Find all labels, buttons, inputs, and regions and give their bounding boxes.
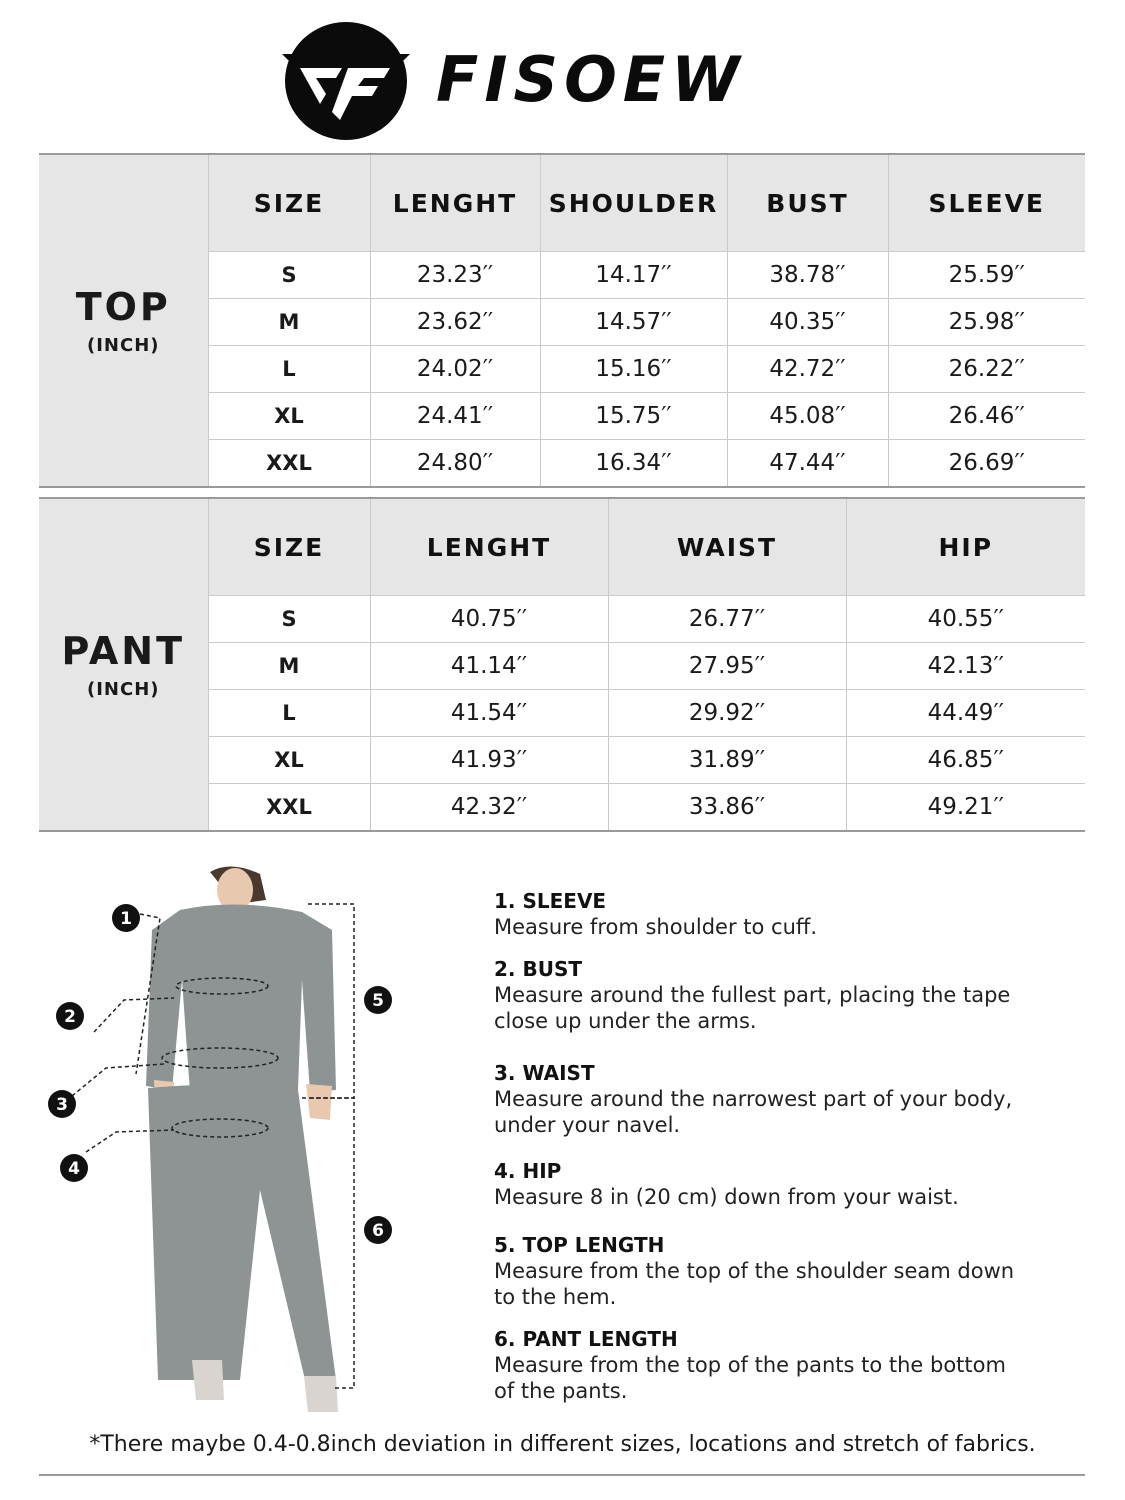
table-cell: 40.75′′ — [370, 596, 608, 643]
guide-title: 3. WAIST — [494, 1061, 595, 1085]
marker-3 — [48, 1090, 76, 1118]
size-cell: XXL — [208, 784, 370, 832]
table-cell: 26.22′′ — [888, 346, 1085, 393]
size-cell: L — [208, 690, 370, 737]
table-cell: 26.46′′ — [888, 393, 1085, 440]
svg-text:6: 6 — [372, 1221, 384, 1241]
section-title: PANT — [61, 629, 185, 673]
table-cell: 46.85′′ — [846, 737, 1085, 784]
table-cell: 25.59′′ — [888, 252, 1085, 299]
size-cell: M — [208, 643, 370, 690]
measurement-guide — [494, 888, 1074, 1406]
section-title: TOP — [75, 285, 171, 329]
table-cell: 40.35′′ — [727, 299, 888, 346]
guide-title: 4. HIP — [494, 1159, 562, 1183]
column-header: BUST — [727, 154, 888, 252]
column-header: SIZE — [208, 498, 370, 596]
table-cell: 38.78′′ — [727, 252, 888, 299]
section-unit: (INCH) — [87, 335, 160, 356]
table-cell: 44.49′′ — [846, 690, 1085, 737]
size-cell: XL — [208, 393, 370, 440]
table-cell: 14.17′′ — [540, 252, 727, 299]
model-silhouette — [146, 866, 338, 1412]
pant-size-table — [39, 497, 1085, 832]
table-cell: 33.86′′ — [608, 784, 846, 832]
column-header: LENGHT — [370, 154, 540, 252]
table-cell: 27.95′′ — [608, 643, 846, 690]
table-cell: 24.80′′ — [370, 440, 540, 488]
footnote: *There maybe 0.4-0.8inch deviation in different sizes, locations and stretch of fabrics. — [89, 1432, 1036, 1457]
marker-5 — [364, 986, 392, 1014]
guide-bust — [494, 956, 1074, 1060]
marker-2 — [56, 1002, 84, 1030]
table-cell: 47.44′′ — [727, 440, 888, 488]
table-cell: 23.62′′ — [370, 299, 540, 346]
guide-desc: Measure 8 in (20 cm) down from your waist. — [494, 1185, 959, 1209]
column-header: LENGHT — [370, 498, 608, 596]
ff-circle-logo-icon — [282, 20, 410, 142]
table-cell: 15.75′′ — [540, 393, 727, 440]
table-cell: 49.21′′ — [846, 784, 1085, 832]
guide-title: 2. BUST — [494, 957, 583, 981]
size-cell: S — [208, 596, 370, 643]
table-cell: 42.13′′ — [846, 643, 1085, 690]
guide-desc: to the hem. — [494, 1285, 617, 1309]
guide-desc: under your navel. — [494, 1113, 681, 1137]
table-cell: 41.14′′ — [370, 643, 608, 690]
column-header: HIP — [846, 498, 1085, 596]
table-cell: 29.92′′ — [608, 690, 846, 737]
marker-4 — [60, 1154, 88, 1182]
top-size-table — [39, 153, 1085, 488]
guide-title: 1. SLEEVE — [494, 889, 607, 913]
measurement-figure — [40, 860, 420, 1440]
table-cell: 40.55′′ — [846, 596, 1085, 643]
size-cell: L — [208, 346, 370, 393]
table-cell: 23.23′′ — [370, 252, 540, 299]
table-cell: 24.02′′ — [370, 346, 540, 393]
table-cell: 45.08′′ — [727, 393, 888, 440]
guide-title: 5. TOP LENGTH — [494, 1233, 665, 1257]
table-cell: 14.57′′ — [540, 299, 727, 346]
table-cell: 16.34′′ — [540, 440, 727, 488]
guide-desc: Measure from the top of the pants to the bottom — [494, 1353, 1006, 1377]
size-cell: M — [208, 299, 370, 346]
size-cell: XXL — [208, 440, 370, 488]
table-cell: 24.41′′ — [370, 393, 540, 440]
column-header: WAIST — [608, 498, 846, 596]
table-cell: 15.16′′ — [540, 346, 727, 393]
size-cell: S — [208, 252, 370, 299]
table-cell: 25.98′′ — [888, 299, 1085, 346]
pant-section-label — [39, 498, 208, 831]
table-header-row — [39, 154, 1085, 252]
guide-desc: Measure from the top of the shoulder seam down — [494, 1259, 1015, 1283]
brand-name: FISOEW — [436, 43, 746, 116]
guide-desc: Measure from shoulder to cuff. — [494, 915, 818, 939]
table-cell: 42.32′′ — [370, 784, 608, 832]
column-header: SLEEVE — [888, 154, 1085, 252]
top-section-label — [39, 154, 208, 487]
guide-sleeve — [494, 888, 1074, 956]
guide-desc: of the pants. — [494, 1379, 628, 1403]
guide-top-length — [494, 1232, 1074, 1326]
marker-6 — [364, 1216, 392, 1244]
table-cell: 26.77′′ — [608, 596, 846, 643]
guide-hip — [494, 1158, 1074, 1232]
column-header: SIZE — [208, 154, 370, 252]
table-header-row — [39, 498, 1085, 596]
guide-desc: close up under the arms. — [494, 1009, 757, 1033]
column-header: SHOULDER — [540, 154, 727, 252]
svg-text:4: 4 — [68, 1159, 80, 1179]
header — [0, 0, 1125, 150]
svg-text:3: 3 — [56, 1095, 68, 1115]
guide-pant-length — [494, 1326, 1074, 1406]
table-cell: 41.54′′ — [370, 690, 608, 737]
svg-text:1: 1 — [120, 909, 132, 929]
marker-1 — [112, 904, 140, 932]
guide-waist — [494, 1060, 1074, 1158]
table-cell: 31.89′′ — [608, 737, 846, 784]
table-cell: 41.93′′ — [370, 737, 608, 784]
guide-title: 6. PANT LENGTH — [494, 1327, 678, 1351]
size-cell: XL — [208, 737, 370, 784]
divider — [39, 1474, 1085, 1476]
guide-desc: Measure around the fullest part, placing the tape — [494, 983, 1011, 1007]
svg-text:2: 2 — [64, 1007, 76, 1027]
table-cell: 42.72′′ — [727, 346, 888, 393]
table-cell: 26.69′′ — [888, 440, 1085, 488]
svg-text:5: 5 — [372, 991, 384, 1011]
guide-desc: Measure around the narrowest part of your body, — [494, 1087, 1013, 1111]
section-unit: (INCH) — [87, 679, 160, 700]
